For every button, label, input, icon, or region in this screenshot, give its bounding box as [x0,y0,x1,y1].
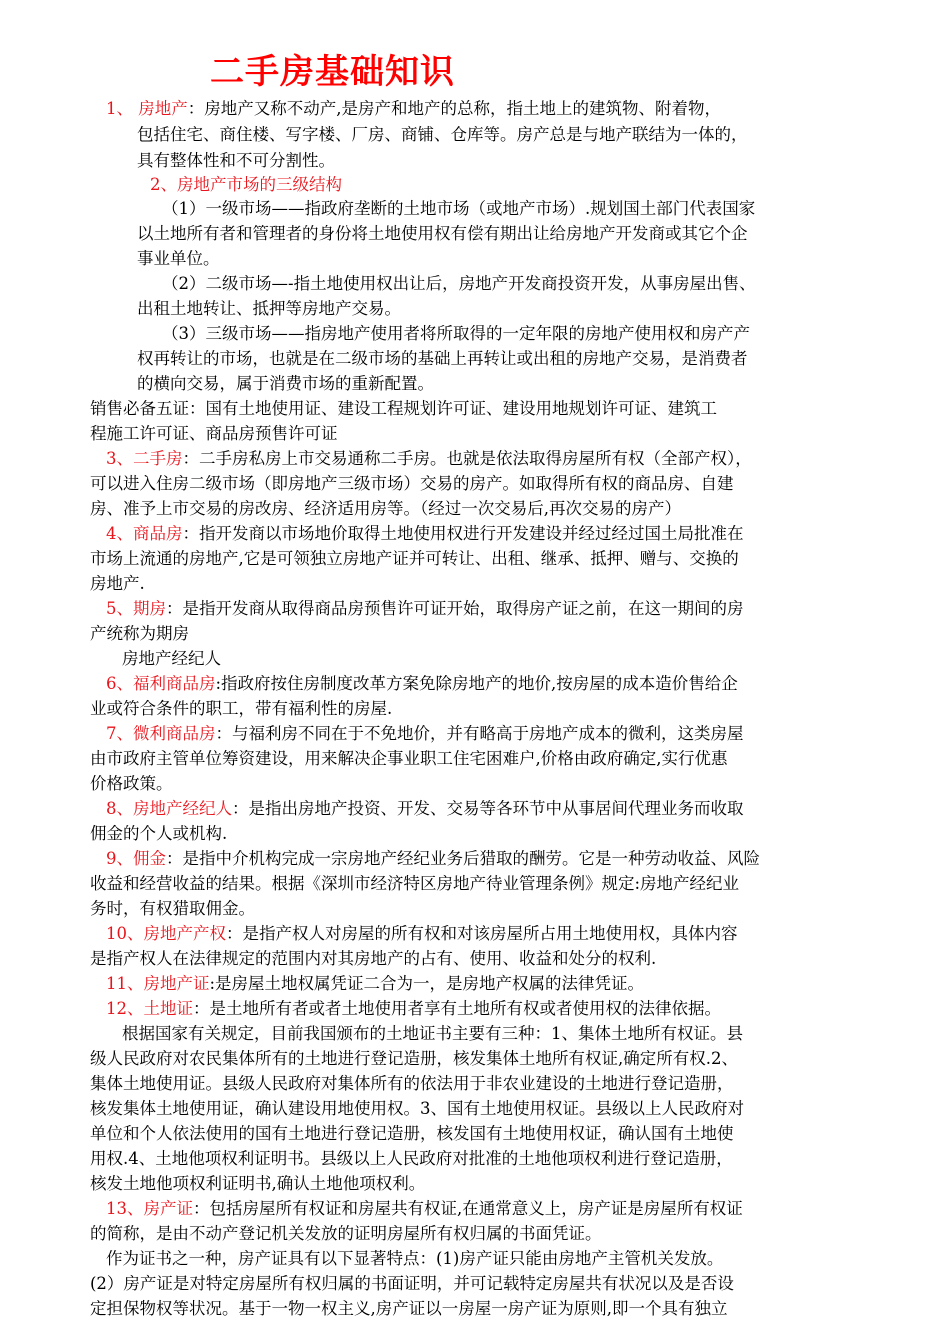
text-run: :是房屋土地权属凭证二合为一，是房地产权属的法律凭证。 [209,974,645,993]
text-run: 定担保物权等状况。基于一物一权主义,房产证以一房屋一房产证为原则,即一个具有独立 [90,1299,728,1318]
text-run: 根据国家有关规定，目前我国颁布的土地证书主要有三种：1、集体土地所有权证。县 [122,1024,743,1043]
text-run: ：包括房屋所有权证和房屋共有权证,在通常意义上，房产证是房屋所有权证 [193,1199,743,1218]
term-heading: 3、二手房 [106,449,183,468]
text-line [106,447,752,471]
term-heading: 6、福利商品房 [106,674,216,693]
text-line [90,1122,734,1146]
text-run: ：房地产又称不动产,是房产和地产的总称，指土地上的建筑物、附着物， [187,99,721,118]
document-title: 二手房基础知识 [210,52,455,92]
text-line [106,722,744,746]
text-line [162,272,756,296]
text-run: 的简称，是由不动产登记机关发放的证明房屋所有权归属的书面凭证。 [90,1224,602,1243]
text-line [90,472,734,496]
text-line [106,1197,743,1221]
text-line [106,1247,723,1271]
text-line [90,1097,744,1121]
text-run: 务时，有权猎取佣金。 [90,899,255,918]
text-line [90,772,173,796]
text-line [90,497,681,521]
text-line [137,222,748,246]
text-run: （2）二级市场—-指土地使用权出让后，房地产开发商投资开发，从事房屋出售、 [162,274,756,293]
text-run: ：是指开发商从取得商品房预售许可证开始，取得房产证之前，在这一期间的房 [166,599,744,618]
text-run: ：是指产权人对房屋的所有权和对该房屋所占用土地使用权，具体内容 [226,924,738,943]
text-line [90,547,739,571]
term-heading: 4、商品房 [106,524,183,543]
text-line [106,597,744,621]
text-run: 房地产经纪人 [122,649,221,668]
text-run: 可以进入住房二级市场（即房地产三级市场）交易的房产。如取得所有权的商品房、自建 [90,474,734,493]
text-line [137,247,220,271]
text-run: ：是指中介机构完成一宗房地产经纪业务后猎取的酬劳。它是一种劳动收益、风险 [166,849,760,868]
text-line [90,1172,425,1196]
text-run: 作为证书之一种，房产证具有以下显著特点：(1)房产证只能由房地产主管机关发放。 [106,1249,724,1268]
text-line [90,422,338,446]
text-run: 价格政策。 [90,774,173,793]
term-heading: 10、房地产产权 [106,924,226,943]
text-run: 单位和个人依法使用的国有土地进行登记造册，核发国有土地使用权证，确认国有土地使 [90,1124,734,1143]
text-run: 房地产. [90,574,145,593]
text-run: ：是指出房地产投资、开发、交易等各环节中从事居间代理业务而收取 [232,799,744,818]
text-line [90,947,656,971]
text-line [106,922,738,946]
text-run: 核发土地他项权利证明书,确认土地他项权利。 [90,1174,426,1193]
text-run: 房、准予上市交易的房改房、经济适用房等。（经过一次交易后,再次交易的房产） [90,499,681,518]
text-line [137,347,748,371]
text-line [90,622,189,646]
term-heading: 13、房产证 [106,1199,193,1218]
text-run: 市场上流通的房地产,它是可领独立房地产证并可转让、出租、继承、抵押、赠与、交换的 [90,549,739,568]
text-run: （1）一级市场——指政府垄断的土地市场（或地产市场）.规划国土部门代表国家 [162,199,756,218]
text-run: 销售必备五证：国有土地使用证、建设工程规划许可证、建设用地规划许可证、建筑工 [90,399,717,418]
text-line [106,972,644,996]
text-line [137,123,748,147]
text-run: 权再转让的市场，也就是在二级市场的基础上再转让或出租的房地产交易，是消费者 [137,349,748,368]
text-line [90,822,227,846]
text-line [106,797,744,821]
term-heading: 8、房地产经纪人 [106,799,232,818]
text-run: 事业单位。 [137,249,220,268]
text-line [90,1222,602,1246]
text-line [90,697,392,721]
text-run: 程施工许可证、商品房预售许可证 [90,424,338,443]
text-line [106,97,721,121]
term-heading: 12、土地证 [106,999,193,1018]
term-heading: 2、房地产市场的三级结构 [150,175,342,194]
text-run: ：是土地所有者或者土地使用者享有土地所有权或者使用权的法律依据。 [193,999,721,1018]
text-line [106,847,760,871]
text-line [90,747,728,771]
text-line [106,997,721,1021]
text-line [90,1272,734,1296]
text-run: 出租土地转让、抵押等房地产交易。 [137,299,401,318]
text-line [150,173,342,197]
text-line [90,572,145,596]
term-heading: 5、期房 [106,599,166,618]
text-line [90,1297,728,1321]
text-run: 产统称为期房 [90,624,189,643]
text-line [122,647,221,671]
text-run: 用权.4、土地他项权利证明书。县级以上人民政府对批准的土地他项权利进行登记造册， [90,1149,733,1168]
text-run: 级人民政府对农民集体所有的土地进行登记造册，核发集体土地所有权证,确定所有权.2、 [90,1049,738,1068]
term-heading: 9、佣金 [106,849,166,868]
text-line [137,149,335,173]
text-run: 是指产权人在法律规定的范围内对其房地产的占有、使用、收益和处分的权利. [90,949,657,968]
text-line [90,897,255,921]
text-run: ：与福利房不同在于不免地价，并有略高于房地产成本的微利，这类房屋 [215,724,744,743]
text-run: ：二手房私房上市交易通称二手房。也就是依法取得房屋所有权（全部产权）， [182,449,752,468]
text-run: 以土地所有者和管理者的身份将土地使用权有偿有期出让给房地产开发商或其它个企 [137,224,748,243]
term-heading: 7、微利商品房 [106,724,216,743]
text-line [90,1047,738,1071]
text-line [106,672,738,696]
text-run: 核发集体土地使用证，确认建设用地使用权。3、国有土地使用权证。县级以上人民政府对 [90,1099,744,1118]
text-line [90,397,717,421]
text-run: (2）房产证是对特定房屋所有权归属的书面证明，并可记载特定房屋共有状况以及是否设 [90,1274,734,1293]
text-line [106,522,744,546]
text-line [137,297,401,321]
text-run: 集体土地使用证。县级人民政府对集体所有的依法用于非农业建设的土地进行登记造册， [90,1074,734,1093]
text-line [162,322,750,346]
text-line [162,197,755,221]
text-line [90,872,739,896]
text-run: （3）三级市场——指房地产使用者将所取得的一定年限的房地产使用权和房产产 [162,324,750,343]
text-run: 收益和经营收益的结果。根据《深圳市经济特区房地产待业管理条例》规定:房地产经纪业 [90,874,740,893]
text-run: 的横向交易，属于消费市场的重新配置。 [137,374,434,393]
text-run: 由市政府主管单位筹资建设，用来解决企事业职工住宅困难户,价格由政府确定,实行优惠 [90,749,728,768]
term-heading: 1、 房地产 [106,99,188,118]
text-line [90,1072,734,1096]
text-run: 佣金的个人或机构. [90,824,228,843]
text-run: 具有整体性和不可分割性。 [137,151,335,170]
text-line [90,1147,733,1171]
text-run: 包括住宅、商住楼、写字楼、厂房、商铺、仓库等。房产总是与地产联结为一体的， [137,125,748,144]
text-run: 业或符合条件的职工，带有福利性的房屋. [90,699,393,718]
text-run: :指政府按住房制度改革方案免除房地产的地价,按房屋的成本造价售给企 [215,674,738,693]
text-run: ：指开发商以市场地价取得土地使用权进行开发建设并经过经过国土局批准在 [182,524,744,543]
text-line [137,372,434,396]
text-line [122,1022,743,1046]
term-heading: 11、房地产证 [106,974,210,993]
